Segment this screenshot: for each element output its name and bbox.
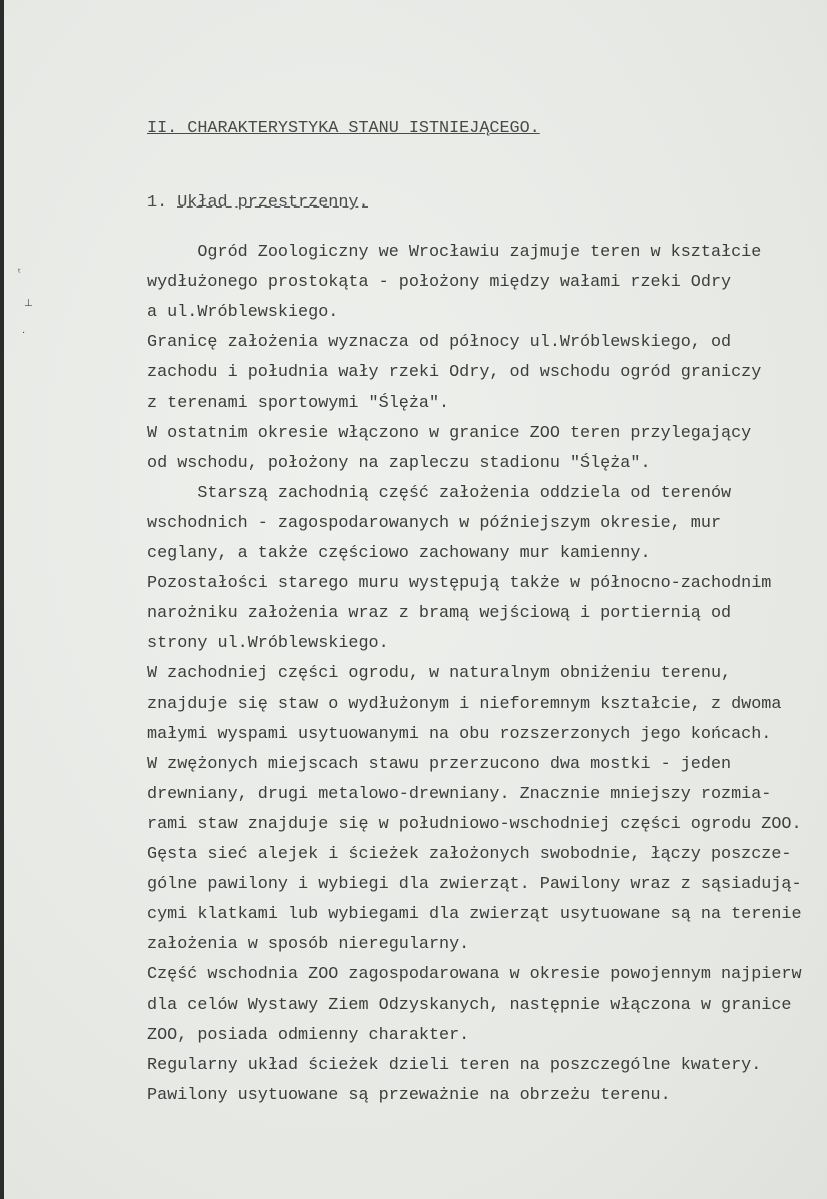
text-line: Pozostałości starego muru występują także w północno-zachodnim <box>147 574 772 594</box>
margin-mark: · <box>22 328 26 339</box>
text-line: wydłużonego prostokąta - położony między wałami rzeki Odry <box>147 273 732 293</box>
text-line: Regularny układ ścieżek dzieli teren na poszczególne kwatery. <box>147 1055 762 1075</box>
text-line: drewniany, drugi metalowo-drewniany. Znacznie mniejszy rozmia- <box>147 784 772 804</box>
text-line: W zwężonych miejscach stawu przerzucono dwa mostki - jeden <box>147 754 732 774</box>
text-line: Pawilony usytuowane są przeważnie na obrzeżu terenu. <box>147 1085 671 1105</box>
section-title: Układ przestrzenny. <box>177 193 369 212</box>
margin-mark: ⊥ <box>24 298 33 309</box>
text-line: W zachodniej części ogrodu, w naturalnym obniżeniu terenu, <box>147 664 732 684</box>
text-line: wschodnich - zagospodarowanych w późniejszym okresie, mur <box>147 513 722 533</box>
document-heading: II. CHARAKTERYSTYKA STANU ISTNIEJĄCEGO. <box>147 119 540 138</box>
text-line: ZOO, posiada odmienny charakter. <box>147 1025 470 1045</box>
text-line: gólne pawilony i wybiegi dla zwierząt. Pawilony wraz z sąsiadują- <box>147 875 802 895</box>
text-line: cymi klatkami lub wybiegami dla zwierząt usytuowane są na terenie <box>147 905 802 925</box>
text-line: Ogród Zoologiczny we Wrocławiu zajmuje teren w kształcie <box>147 243 762 262</box>
text-line: Granicę założenia wyznacza od północy ul.Wróblewskiego, od <box>147 333 732 353</box>
text-line: rami staw znajduje się w południowo-wschodniej części ogrodu ZOO. <box>147 814 802 834</box>
text-line: znajduje się staw o wydłużonym i nieforemnym kształcie, z dwoma <box>147 694 782 714</box>
section-heading <box>147 193 369 212</box>
text-line: małymi wyspami usytuowanymi na obu rozszerzonych jego końcach. <box>147 724 772 744</box>
scan-edge <box>0 0 4 1199</box>
text-line: zachodu i południa wały rzeki Odry, od wschodu ogród graniczy <box>147 363 762 383</box>
text-line: Gęsta sieć alejek i ścieżek założonych swobodnie, łączy poszcze- <box>147 845 792 864</box>
section-number: 1. <box>147 193 168 212</box>
text-line: dla celów Wystawy Ziem Odzyskanych, następnie włączona w granice <box>147 995 792 1015</box>
margin-mark: ᵗ <box>18 268 21 279</box>
text-line: założenia w sposób nieregularny. <box>147 935 470 955</box>
text-line: Część wschodnia ZOO zagospodarowana w okresie powojennym najpierw <box>147 965 802 985</box>
text-line: strony ul.Wróblewskiego. <box>147 634 389 654</box>
text-line: W ostatnim okresie włączono w granice ZOO teren przylegający <box>147 423 752 443</box>
text-line: narożniku założenia wraz z bramą wejściową i portiernią od <box>147 604 732 624</box>
text-line: a ul.Wróblewskiego. <box>147 303 339 323</box>
text-line: Starszą zachodnią część założenia oddziela od terenów <box>147 483 732 503</box>
text-line: od wschodu, położony na zapleczu stadionu "Ślęża". <box>147 453 651 473</box>
text-line: ceglany, a także częściowo zachowany mur kamienny. <box>147 544 651 563</box>
text-line: z terenami sportowymi "Ślęża". <box>147 393 450 413</box>
